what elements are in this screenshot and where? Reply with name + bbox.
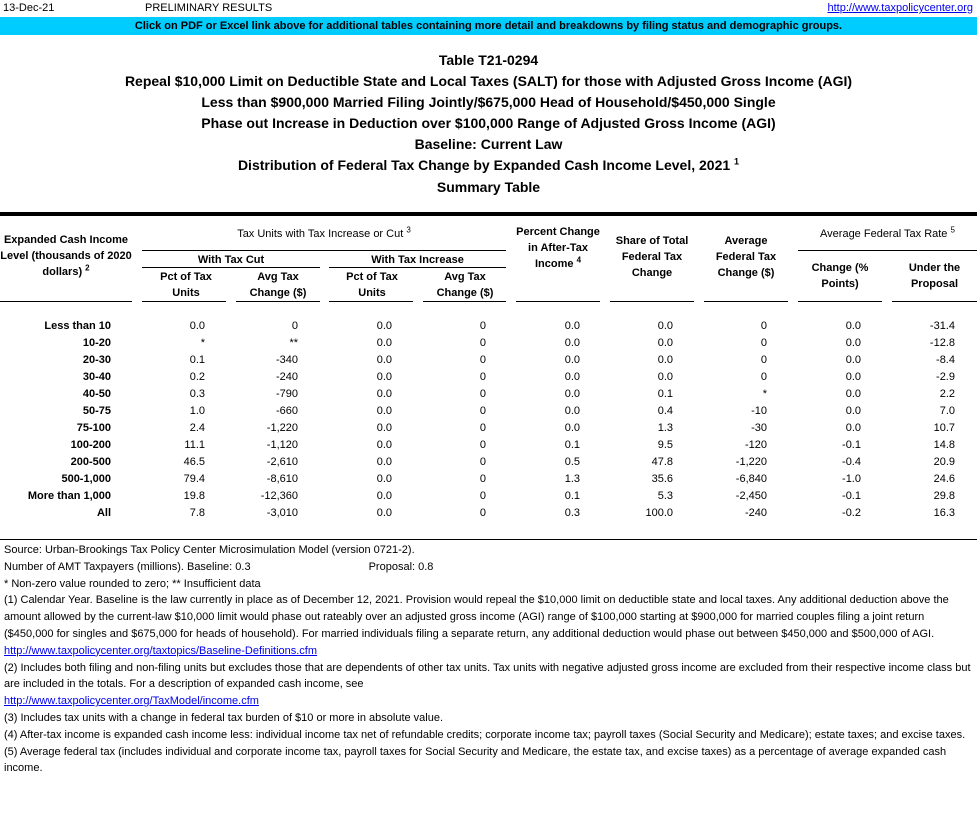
cell-inc-avg: 0 [479, 354, 486, 366]
cell-share: 0.4 [657, 405, 673, 417]
cell-inc-avg: 0 [479, 422, 486, 434]
cell-cut-pct: 1.0 [189, 405, 205, 417]
table-id: Table T21-0294 [438, 52, 539, 68]
cell-label: 500-1,000 [61, 473, 111, 485]
source-note: Source: Urban-Brookings Tax Policy Center Microsimulation Model (version 0721-2). [4, 544, 415, 556]
cell-cut-pct: 0.1 [189, 354, 205, 366]
cell-avg-fed: * [762, 388, 767, 400]
cell-rate-chg: -1.0 [842, 473, 861, 485]
table-row [0, 422, 977, 439]
cell-label: 100-200 [70, 439, 111, 451]
report-date: 13-Dec-21 [3, 2, 55, 14]
table-row [0, 337, 977, 354]
header-with-tax-increase: With Tax Increase [371, 254, 464, 266]
cell-share: 35.6 [651, 473, 673, 485]
cell-cut-pct: * [200, 337, 205, 349]
header-rule [0, 301, 132, 302]
header-cut-avg: Avg Tax Change ($) [249, 271, 307, 299]
cell-after-tax: 0.0 [564, 337, 580, 349]
cell-share: 0.0 [657, 371, 673, 383]
cell-after-tax: 0.0 [564, 320, 580, 332]
cell-inc-avg: 0 [479, 507, 486, 519]
cell-after-tax: 0.1 [564, 439, 580, 451]
table-bottom-rule [0, 539, 977, 540]
cell-share: 0.0 [657, 320, 673, 332]
cell-after-tax: 0.5 [564, 456, 580, 468]
baseline-title: Baseline: Current Law [414, 136, 563, 153]
cell-cut-pct: 11.1 [184, 439, 205, 451]
table-row [0, 456, 977, 473]
header-share-total: Share of Total Federal Tax Change [615, 235, 689, 279]
cell-rate-chg: 0.0 [845, 371, 861, 383]
cell-rate-chg: -0.4 [842, 456, 861, 468]
cell-rate-prop: -31.4 [929, 320, 955, 332]
cell-inc-pct: 0.0 [376, 456, 392, 468]
header-rule [142, 301, 226, 302]
cell-cut-pct: 0.0 [189, 320, 205, 332]
header-rule [142, 250, 506, 251]
header-rule [423, 301, 506, 302]
cell-cut-avg: -2,610 [266, 456, 298, 468]
header-rule [798, 250, 977, 251]
cell-share: 0.1 [657, 388, 673, 400]
table-row [0, 320, 977, 337]
tpc-site-link[interactable]: http://www.taxpolicycenter.org [827, 2, 973, 14]
header-rule [798, 301, 882, 302]
cell-share: 100.0 [645, 507, 673, 519]
footnote-3: (3) Includes tax units with a change in federal tax burden of $10 or more in absolute value. [4, 711, 444, 724]
cell-cut-avg: -8,610 [266, 473, 298, 485]
cell-cut-pct: 79.4 [183, 473, 205, 485]
cell-rate-chg: 0.0 [845, 405, 861, 417]
cell-after-tax: 0.0 [564, 371, 580, 383]
cell-avg-fed: 0 [760, 337, 767, 349]
cell-share: 1.3 [657, 422, 673, 434]
table-titles [0, 50, 977, 198]
footnotes [4, 542, 974, 777]
summary-title: Summary Table [436, 178, 541, 195]
cell-rate-chg: 0.0 [845, 422, 861, 434]
cell-cut-avg: 0 [291, 320, 298, 332]
cell-avg-fed: 0 [760, 371, 767, 383]
cell-rate-prop: -2.9 [936, 371, 955, 383]
header-rule [329, 301, 413, 302]
footnote-2: (2) Includes both filing and non-filing units but excludes those that are dependents of other tax units. Tax units with negative adjusted gross income are excluded from their respective income class but are included in the totals. For a description of expanded cash income, see [4, 661, 971, 691]
header-tax-units-group: Tax Units with Tax Increase or Cut $^3$ [237, 225, 411, 240]
cell-avg-fed: -2,450 [735, 490, 767, 502]
header-pct-after-tax: Percent Change in After-Tax Income $^4$ [516, 226, 600, 270]
header-avg-fed-change: Average Federal Tax Change ($) [715, 235, 777, 279]
cell-avg-fed: 0 [760, 354, 767, 366]
cell-inc-avg: 0 [479, 456, 486, 468]
cell-inc-pct: 0.0 [376, 337, 392, 349]
cell-rate-chg: -0.1 [842, 490, 861, 502]
cell-inc-pct: 0.0 [376, 371, 392, 383]
header-avg-rate-group: Average Federal Tax Rate $^5$ [820, 225, 955, 240]
cell-cut-avg: -1,220 [266, 422, 298, 434]
table-row [0, 473, 977, 490]
cell-inc-avg: 0 [479, 439, 486, 451]
header-rate-change: Change (% Points) [811, 262, 869, 290]
table-row [0, 507, 977, 524]
cell-after-tax: 0.3 [564, 507, 580, 519]
cell-after-tax: 0.0 [564, 422, 580, 434]
cell-label: 20-30 [82, 354, 111, 366]
table-row [0, 371, 977, 388]
cell-inc-avg: 0 [479, 371, 486, 383]
cell-share: 9.5 [657, 439, 673, 451]
cell-avg-fed: -10 [751, 405, 767, 417]
cell-inc-pct: 0.0 [376, 490, 392, 502]
cell-avg-fed: -120 [744, 439, 767, 451]
table-row [0, 354, 977, 371]
cell-after-tax: 0.0 [564, 388, 580, 400]
cell-avg-fed: -1,220 [735, 456, 767, 468]
cell-cut-pct: 0.3 [189, 388, 205, 400]
amt-note: Number of AMT Taxpayers (millions). Baseline: 0.3 Proposal: 0.8 [4, 560, 434, 573]
cell-label: 30-40 [82, 371, 111, 383]
cell-cut-avg: ** [289, 337, 298, 349]
cell-inc-avg: 0 [479, 337, 486, 349]
cell-cut-avg: -3,010 [266, 507, 298, 519]
cell-after-tax: 1.3 [564, 473, 580, 485]
cell-inc-pct: 0.0 [376, 320, 392, 332]
cell-cut-pct: 2.4 [189, 422, 205, 434]
cell-cut-pct: 46.5 [183, 456, 205, 468]
cell-inc-pct: 0.0 [376, 405, 392, 417]
cell-inc-avg: 0 [479, 405, 486, 417]
baseline-definitions-link[interactable]: http://www.taxpolicycenter.org/taxtopics/Baseline-Definitions.cfm [4, 644, 318, 657]
cell-label: 10-20 [82, 337, 111, 349]
cell-share: 0.0 [657, 337, 673, 349]
header-income-level: Expanded Cash Income Level (thousands of 2020 dollars) $^2$ [0, 234, 132, 278]
table-row [0, 405, 977, 422]
cell-rate-chg: -0.1 [842, 439, 861, 451]
cell-rate-prop: 20.9 [933, 456, 955, 468]
header-rule [610, 301, 694, 302]
cell-after-tax: 0.0 [564, 405, 580, 417]
header-inc-pct: Pct of Tax Units [346, 271, 398, 299]
header-rule [892, 301, 977, 302]
cell-rate-prop: 29.8 [933, 490, 955, 502]
cell-label: More than 1,000 [27, 490, 111, 502]
cell-rate-chg: 0.0 [845, 320, 861, 332]
cell-rate-prop: 16.3 [933, 507, 955, 519]
cell-inc-pct: 0.0 [376, 422, 392, 434]
header-rule [142, 267, 320, 268]
cell-cut-pct: 7.8 [189, 507, 205, 519]
cell-rate-prop: 7.0 [939, 405, 955, 417]
cell-label: 50-75 [82, 405, 111, 417]
cell-avg-fed: -30 [751, 422, 767, 434]
cell-cut-avg: -660 [275, 405, 298, 417]
footnote-4: (4) After-tax income is expanded cash income less: individual income tax net of refundable credits; corporate income tax; payroll taxes (Social Security and Medicare); estate taxes; and excise taxes. [4, 728, 966, 741]
table-row [0, 439, 977, 456]
header-cut-pct: Pct of Tax Units [160, 271, 212, 299]
preliminary-label: PRELIMINARY RESULTS [145, 2, 273, 14]
cell-inc-pct: 0.0 [376, 439, 392, 451]
cell-label: 40-50 [82, 388, 111, 400]
cell-inc-pct: 0.0 [376, 473, 392, 485]
cell-avg-fed: -240 [744, 507, 767, 519]
header-rule [329, 267, 506, 268]
cell-cut-avg: -340 [275, 354, 298, 366]
cell-inc-avg: 0 [479, 320, 486, 332]
cell-share: 47.8 [651, 456, 673, 468]
title-line-1: Repeal $10,000 Limit on Deductible State and Local Taxes (SALT) for those with Adjusted Gross Income (AGI) [124, 73, 853, 90]
cell-cut-avg: -12,360 [260, 490, 298, 502]
cell-after-tax: 0.0 [564, 354, 580, 366]
header-top-rule [0, 212, 977, 216]
table-row [0, 490, 977, 507]
cell-after-tax: 0.1 [564, 490, 580, 502]
header-with-tax-cut: With Tax Cut [197, 254, 265, 266]
cell-inc-pct: 0.0 [376, 388, 392, 400]
income-definition-link[interactable]: http://www.taxpolicycenter.org/TaxModel/income.cfm [4, 695, 259, 708]
cell-avg-fed: 0 [760, 320, 767, 332]
cell-avg-fed: -6,840 [735, 473, 767, 485]
cell-cut-avg: -240 [275, 371, 298, 383]
cell-cut-avg: -790 [275, 388, 298, 400]
footnote-5: (5) Average federal tax (includes individual and corporate income tax, payroll taxes for Social Security and Medicare, the estate tax, and excise taxes) as a percentage of average expanded cash income. [4, 745, 947, 775]
cell-share: 0.0 [657, 354, 673, 366]
cell-label: 75-100 [76, 422, 111, 434]
header-rule [516, 301, 600, 302]
cell-label: Less than 10 [44, 320, 111, 332]
distribution-title: Distribution of Federal Tax Change by Expanded Cash Income Level, 2021 $^1$ [237, 156, 740, 174]
footnote-1: (1) Calendar Year. Baseline is the law currently in place as of December 12, 2021. Provision would repeal the $10,000 limit on deductible state and local taxes. Any additional deduction above the amount allowed by the current-law $10,000 limit would phase out rateably over an adjusted gross income (AGI) range of $100,000 starting at $900,000 for married couples filing a joint return ($450,000 for singles and $675,000 for heads of household). For married individuals filing a separate return, any additional deduction would phase out between $450,000 and $500,000 of AGI. [4, 594, 949, 640]
cell-rate-prop: -8.4 [936, 354, 955, 366]
cell-inc-avg: 0 [479, 473, 486, 485]
cell-rate-prop: 10.7 [933, 422, 955, 434]
top-bar [0, 0, 977, 17]
header-inc-avg: Avg Tax Change ($) [436, 271, 494, 299]
cell-cut-pct: 19.8 [183, 490, 205, 502]
table-row [0, 388, 977, 405]
cell-rate-chg: 0.0 [845, 354, 861, 366]
cell-rate-prop: 14.8 [933, 439, 955, 451]
header-rule [704, 301, 788, 302]
info-banner: Click on PDF or Excel link above for additional tables containing more detail and breakdowns by filing status and demographic groups. [0, 17, 977, 35]
cell-rate-chg: 0.0 [845, 388, 861, 400]
legend-note: * Non-zero value rounded to zero; ** Insufficient data [4, 577, 261, 590]
cell-inc-avg: 0 [479, 388, 486, 400]
cell-inc-pct: 0.0 [376, 507, 392, 519]
cell-inc-pct: 0.0 [376, 354, 392, 366]
cell-share: 5.3 [657, 490, 673, 502]
cell-cut-pct: 0.2 [189, 371, 205, 383]
cell-rate-prop: 2.2 [939, 388, 955, 400]
header-rule [236, 301, 320, 302]
cell-inc-avg: 0 [479, 490, 486, 502]
cell-rate-chg: -0.2 [842, 507, 861, 519]
cell-rate-prop: -12.8 [929, 337, 955, 349]
cell-label: 200-500 [70, 456, 111, 468]
header-rate-proposal: Under the Proposal [908, 262, 961, 290]
title-line-3: Phase out Increase in Deduction over $100,000 Range of Adjusted Gross Income (AGI) [201, 115, 776, 132]
cell-rate-chg: 0.0 [845, 337, 861, 349]
title-line-2: Less than $900,000 Married Filing Jointly/$675,000 Head of Household/$450,000 Single [201, 94, 776, 111]
cell-cut-avg: -1,120 [266, 439, 298, 451]
cell-rate-prop: 24.6 [933, 473, 955, 485]
cell-label: All [96, 507, 111, 519]
